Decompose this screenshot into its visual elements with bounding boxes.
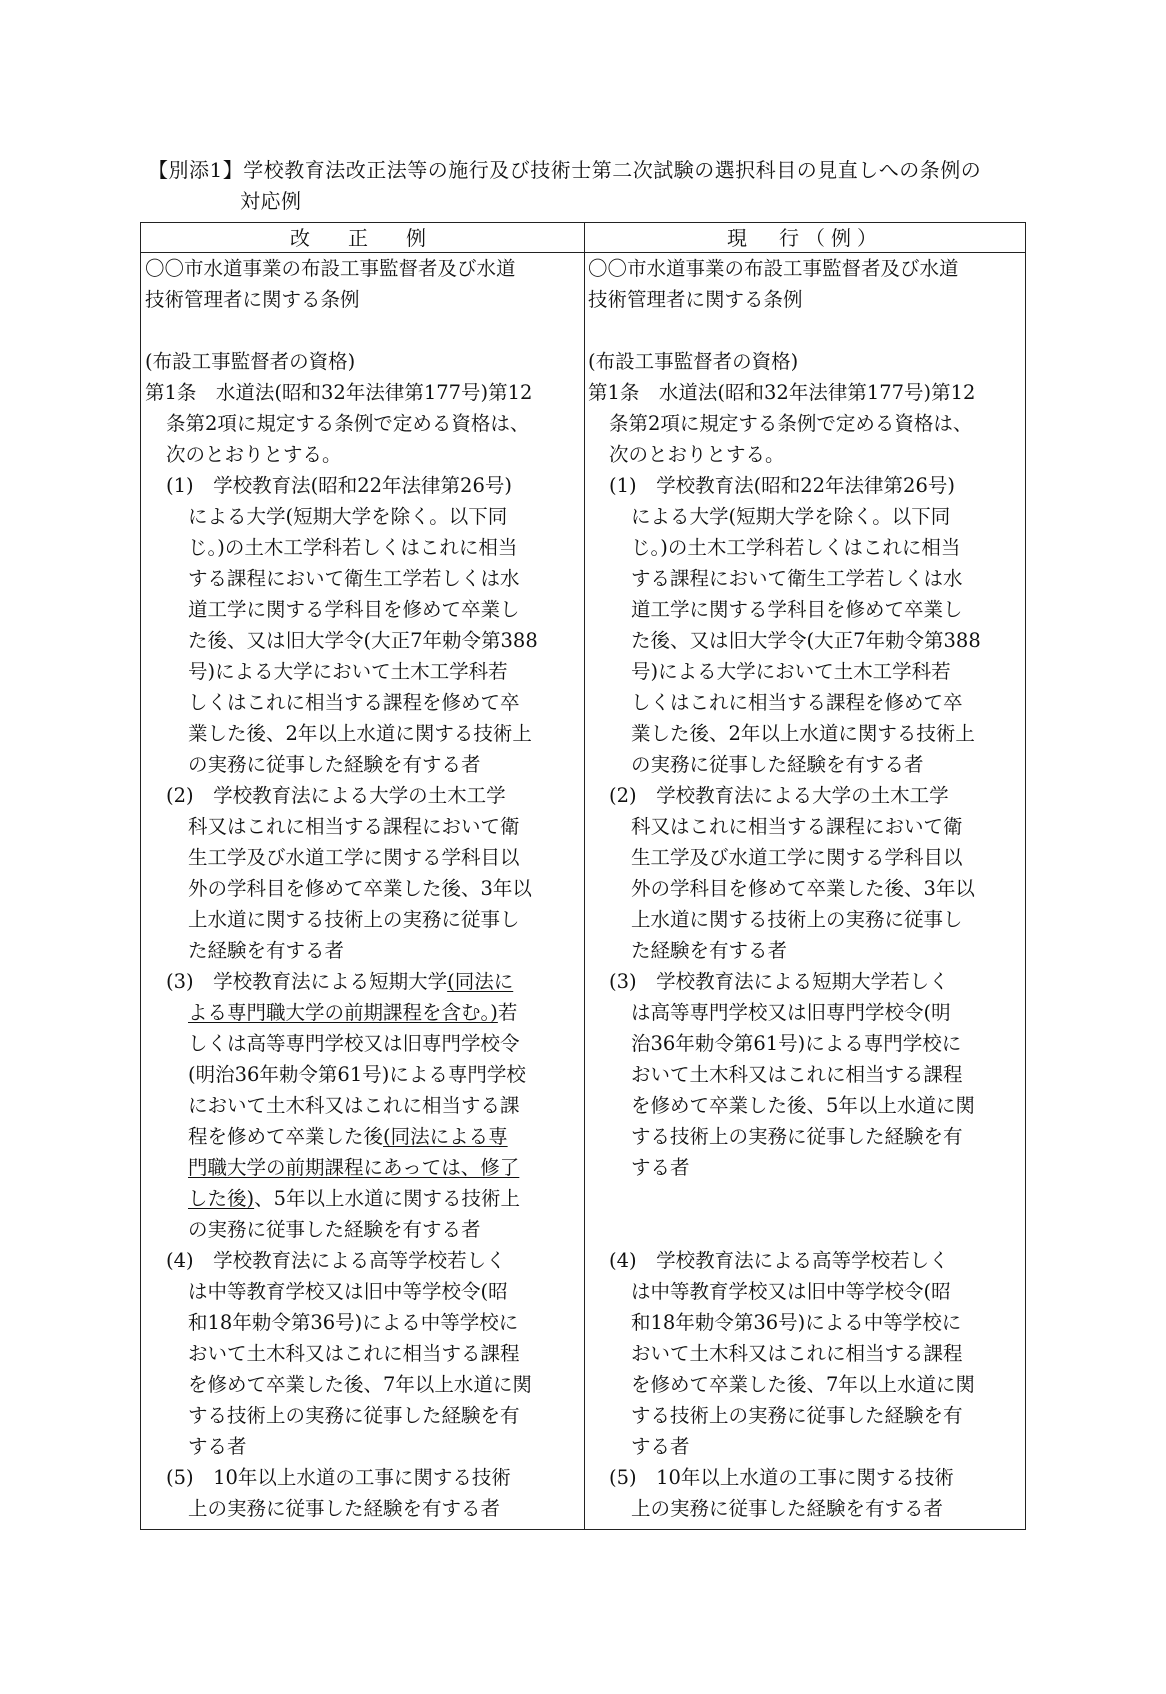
item-2-line: た経験を有する者: [631, 939, 788, 962]
item-3-line: は高等専門学校又は旧専門学校令(明: [631, 1001, 951, 1024]
article-line: 第1条 水道法(昭和32年法律第177号)第12: [588, 381, 976, 404]
item-2-line: 科又はこれに相当する課程において衛: [188, 815, 520, 838]
item-3-line: [145, 1152, 575, 1183]
title-line-2: 対応例: [240, 189, 302, 213]
item-1-line: じ。)の土木工学科若しくはこれに相当: [631, 536, 961, 559]
item-2-line: た経験を有する者: [188, 939, 345, 962]
item-4-line: する技術上の実務に従事した経験を有: [631, 1404, 963, 1427]
item-3-text: 程を修めて卒業した後: [188, 1125, 384, 1148]
article-heading: (布設工事監督者の資格): [588, 350, 799, 373]
article-line: 次のとおりとする。: [166, 443, 342, 466]
ordinance-title: 技術管理者に関する条例: [145, 288, 360, 311]
item-1-line: の実務に従事した経験を有する者: [188, 753, 481, 776]
item-4-line: 和18年勅令第36号)による中等学校に: [631, 1311, 962, 1334]
item-3-line: (3) 学校教育法による短期大学若しく: [609, 970, 949, 993]
ordinance-title: 〇〇市水道事業の布設工事監督者及び水道: [145, 257, 516, 280]
current-column: [588, 253, 1018, 1524]
spacer: [588, 1214, 1018, 1245]
item-3-line: の実務に従事した経験を有する者: [188, 1218, 481, 1241]
item-3-line: する技術上の実務に従事した経験を有: [631, 1125, 963, 1148]
item-1-line: 業した後、2年以上水道に関する技術上: [631, 722, 975, 745]
item-1-line: (1) 学校教育法(昭和22年法律第26号): [166, 474, 512, 497]
item-3-text: 、5年以上水道に関する技術上: [254, 1187, 521, 1210]
item-3-line: おいて土木科又はこれに相当する課程: [631, 1063, 963, 1086]
amended-underline: 門職大学の前期課程にあっては、修了: [188, 1156, 520, 1179]
item-3-line: において土木科又はこれに相当する課: [188, 1094, 520, 1117]
comparison-table: [140, 222, 1026, 1530]
item-4-line: (4) 学校教育法による高等学校若しく: [166, 1249, 506, 1272]
item-1-line: 道工学に関する学科目を修めて卒業し: [631, 598, 963, 621]
article-line: 次のとおりとする。: [609, 443, 785, 466]
item-4-line: は中等教育学校又は旧中等学校令(昭: [188, 1280, 508, 1303]
amended-underline: よる専門職大学の前期課程を含む。): [188, 1001, 498, 1024]
item-3-line: する者: [631, 1156, 690, 1179]
item-1-line: する課程において衛生工学若しくは水: [188, 567, 520, 590]
item-3-text: 若: [497, 1001, 518, 1024]
item-4-line: を修めて卒業した後、7年以上水道に関: [188, 1373, 532, 1396]
item-3-line: しくは高等専門学校又は旧専門学校令: [188, 1032, 520, 1055]
item-1-line: 道工学に関する学科目を修めて卒業し: [188, 598, 520, 621]
article-line: 第1条 水道法(昭和32年法律第177号)第12: [145, 381, 533, 404]
item-1-line: (1) 学校教育法(昭和22年法律第26号): [609, 474, 955, 497]
title-line-1: 【別添1】学校教育法改正法等の施行及び技術士第二次試験の選択科目の見直しへの条例の: [148, 158, 982, 182]
item-5-line: 上の実務に従事した経験を有する者: [188, 1497, 501, 1520]
spacer: [588, 1183, 1018, 1214]
amended-underline: した後): [188, 1187, 255, 1210]
item-3-line: [145, 966, 575, 997]
item-3-line: (明治36年勅令第61号)による専門学校: [188, 1063, 526, 1086]
item-2-line: (2) 学校教育法による大学の土木工学: [609, 784, 949, 807]
amended-underline: (同法に: [447, 970, 514, 993]
item-3-line: 治36年勅令第61号)による専門学校に: [631, 1032, 962, 1055]
ordinance-title: 技術管理者に関する条例: [588, 288, 803, 311]
item-1-line: た後、又は旧大学令(大正7年勅令第388: [631, 629, 981, 652]
item-4-line: を修めて卒業した後、7年以上水道に関: [631, 1373, 975, 1396]
item-4-line: する者: [188, 1435, 247, 1458]
item-1-line: 業した後、2年以上水道に関する技術上: [188, 722, 532, 745]
spacer: [145, 315, 575, 346]
header-current: 現 行（例）: [727, 226, 883, 250]
item-2-line: 外の学科目を修めて卒業した後、3年以: [631, 877, 975, 900]
item-1-line: による大学(短期大学を除く。以下同: [188, 505, 508, 528]
item-2-line: 外の学科目を修めて卒業した後、3年以: [188, 877, 532, 900]
item-2-line: (2) 学校教育法による大学の土木工学: [166, 784, 506, 807]
item-2-line: 上水道に関する技術上の実務に従事し: [631, 908, 963, 931]
spacer: [588, 315, 1018, 346]
item-4-line: おいて土木科又はこれに相当する課程: [188, 1342, 520, 1365]
item-5-line: (5) 10年以上水道の工事に関する技術: [609, 1466, 954, 1489]
article-line: 条第2項に規定する条例で定める資格は、: [166, 412, 530, 435]
ordinance-title: 〇〇市水道事業の布設工事監督者及び水道: [588, 257, 959, 280]
amended-underline: (同法による専: [383, 1125, 508, 1148]
article-line: 条第2項に規定する条例で定める資格は、: [609, 412, 973, 435]
item-1-line: する課程において衛生工学若しくは水: [631, 567, 963, 590]
item-1-line: しくはこれに相当する課程を修めて卒: [188, 691, 520, 714]
item-4-line: (4) 学校教育法による高等学校若しく: [609, 1249, 949, 1272]
item-2-line: 生工学及び水道工学に関する学科目以: [631, 846, 963, 869]
item-4-line: は中等教育学校又は旧中等学校令(昭: [631, 1280, 951, 1303]
item-1-line: による大学(短期大学を除く。以下同: [631, 505, 951, 528]
document-title: [148, 155, 1048, 217]
item-1-line: しくはこれに相当する課程を修めて卒: [631, 691, 963, 714]
item-3-text: (3) 学校教育法による短期大学: [166, 970, 448, 993]
item-4-line: する技術上の実務に従事した経験を有: [188, 1404, 520, 1427]
item-4-line: 和18年勅令第36号)による中等学校に: [188, 1311, 519, 1334]
item-5-line: (5) 10年以上水道の工事に関する技術: [166, 1466, 511, 1489]
item-3-line: [145, 1121, 575, 1152]
item-1-line: じ。)の土木工学科若しくはこれに相当: [188, 536, 518, 559]
header-amended: 改 正 例: [290, 226, 435, 250]
item-1-line: た後、又は旧大学令(大正7年勅令第388: [188, 629, 538, 652]
item-1-line: の実務に従事した経験を有する者: [631, 753, 924, 776]
item-5-line: 上の実務に従事した経験を有する者: [631, 1497, 944, 1520]
article-heading: (布設工事監督者の資格): [145, 350, 356, 373]
item-2-line: 生工学及び水道工学に関する学科目以: [188, 846, 520, 869]
item-3-line: [145, 1183, 575, 1214]
item-4-line: おいて土木科又はこれに相当する課程: [631, 1342, 963, 1365]
item-1-line: 号)による大学において土木工学科若: [631, 660, 951, 683]
item-2-line: 科又はこれに相当する課程において衛: [631, 815, 963, 838]
column-divider: [584, 223, 585, 1529]
item-4-line: する者: [631, 1435, 690, 1458]
item-2-line: 上水道に関する技術上の実務に従事し: [188, 908, 520, 931]
item-3-line: [145, 997, 575, 1028]
item-3-line: を修めて卒業した後、5年以上水道に関: [631, 1094, 975, 1117]
amended-column: [145, 253, 575, 1524]
item-1-line: 号)による大学において土木工学科若: [188, 660, 508, 683]
